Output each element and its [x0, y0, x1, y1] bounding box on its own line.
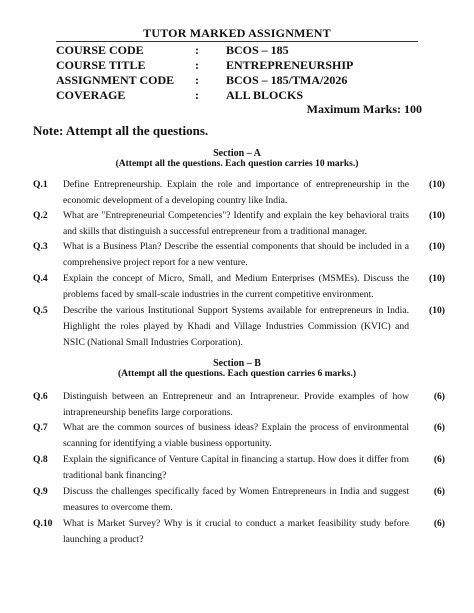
field-colon: : — [195, 58, 199, 72]
field-value: BCOS – 185/TMA/2026 — [226, 73, 348, 87]
question-marks: (10) — [429, 273, 445, 284]
question-marks: (10) — [429, 210, 445, 221]
question-number: Q.6 — [33, 391, 48, 402]
question-text: Define Entrepreneurship. Explain the role and importance of entrepreneurship in the economic development of a developing country like India. — [63, 179, 409, 206]
question-number: Q.2 — [33, 210, 48, 221]
header-rule — [56, 41, 418, 42]
field-label: ASSIGNMENT CODE — [56, 73, 175, 87]
section-a-title: Section – A — [213, 148, 261, 159]
question-marks: (6) — [433, 391, 445, 402]
field-value: ALL BLOCKS — [226, 88, 304, 102]
question-text: What are the common sources of business ideas? Explain the process of environmental scanning for identifying a viable business opportunity. — [63, 422, 409, 449]
field-value: ENTREPRENEURSHIP — [226, 58, 354, 72]
section-b-title: Section – B — [213, 358, 261, 369]
question-marks: (10) — [429, 305, 445, 316]
section-a-instructions: (Attempt all the questions. Each question carries 10 marks.) — [115, 159, 359, 169]
question-text: What is Market Survey? Why is it crucial to conduct a market feasibility study before launching a product? — [63, 518, 409, 545]
field-label: COVERAGE — [56, 88, 126, 102]
question-text: Describe the various Institutional Support Systems available for entrepreneurs in India. Highlight the roles played by Khadi and Village Industries Commission (KVIC) and NSIC (National Small Industries Corporation). — [63, 305, 409, 348]
question-marks: (6) — [433, 454, 445, 465]
question-text: What is a Business Plan? Describe the essential components that should be included in a comprehensive project report for a new venture. — [63, 241, 409, 268]
note: Note: Attempt all the questions. — [33, 123, 209, 138]
question-text: What are "Entrepreneurial Competencies"? Identify and explain the key behavioral traits and skills that distinguish a successful entrepreneur from a traditional manager. — [63, 210, 409, 237]
question-number: Q.4 — [33, 273, 48, 284]
question-text: Distinguish between an Entrepreneur and an Intrapreneur. Provide examples of how intrapreneurship benefits large corporations. — [63, 391, 409, 418]
question-number: Q.7 — [33, 422, 48, 433]
question-marks: (10) — [429, 241, 445, 252]
question-marks: (6) — [433, 422, 445, 433]
question-number: Q.8 — [33, 454, 48, 465]
question-text: Explain the concept of Micro, Small, and Medium Enterprises (MSMEs). Discuss the problems faced by small-scale industries in the current competitive environment. — [63, 273, 409, 300]
field-value: BCOS – 185 — [226, 43, 289, 57]
question-number: Q.5 — [33, 305, 48, 316]
question-text: Discuss the challenges specifically faced by Women Entrepreneurs in India and suggest measures to overcome them. — [63, 486, 409, 513]
question-marks: (6) — [433, 518, 445, 529]
question-number: Q.1 — [33, 179, 48, 190]
question-marks: (6) — [433, 486, 445, 497]
field-label: COURSE TITLE — [56, 58, 146, 72]
maximum-marks: Maximum Marks: 100 — [306, 102, 422, 116]
section-b-instructions: (Attempt all the questions. Each question carries 6 marks.) — [117, 369, 356, 379]
field-colon: : — [195, 43, 199, 57]
assignment-title: TUTOR MARKED ASSIGNMENT — [143, 26, 331, 40]
question-number: Q.9 — [33, 486, 48, 497]
field-label: COURSE CODE — [56, 43, 144, 57]
field-colon: : — [195, 88, 199, 102]
question-text: Explain the significance of Venture Capital in financing a startup. How does it differ from traditional bank financing? — [63, 454, 409, 481]
question-number: Q.3 — [33, 241, 48, 252]
field-colon: : — [195, 73, 199, 87]
question-number: Q.10 — [33, 518, 53, 529]
question-marks: (10) — [429, 179, 445, 190]
